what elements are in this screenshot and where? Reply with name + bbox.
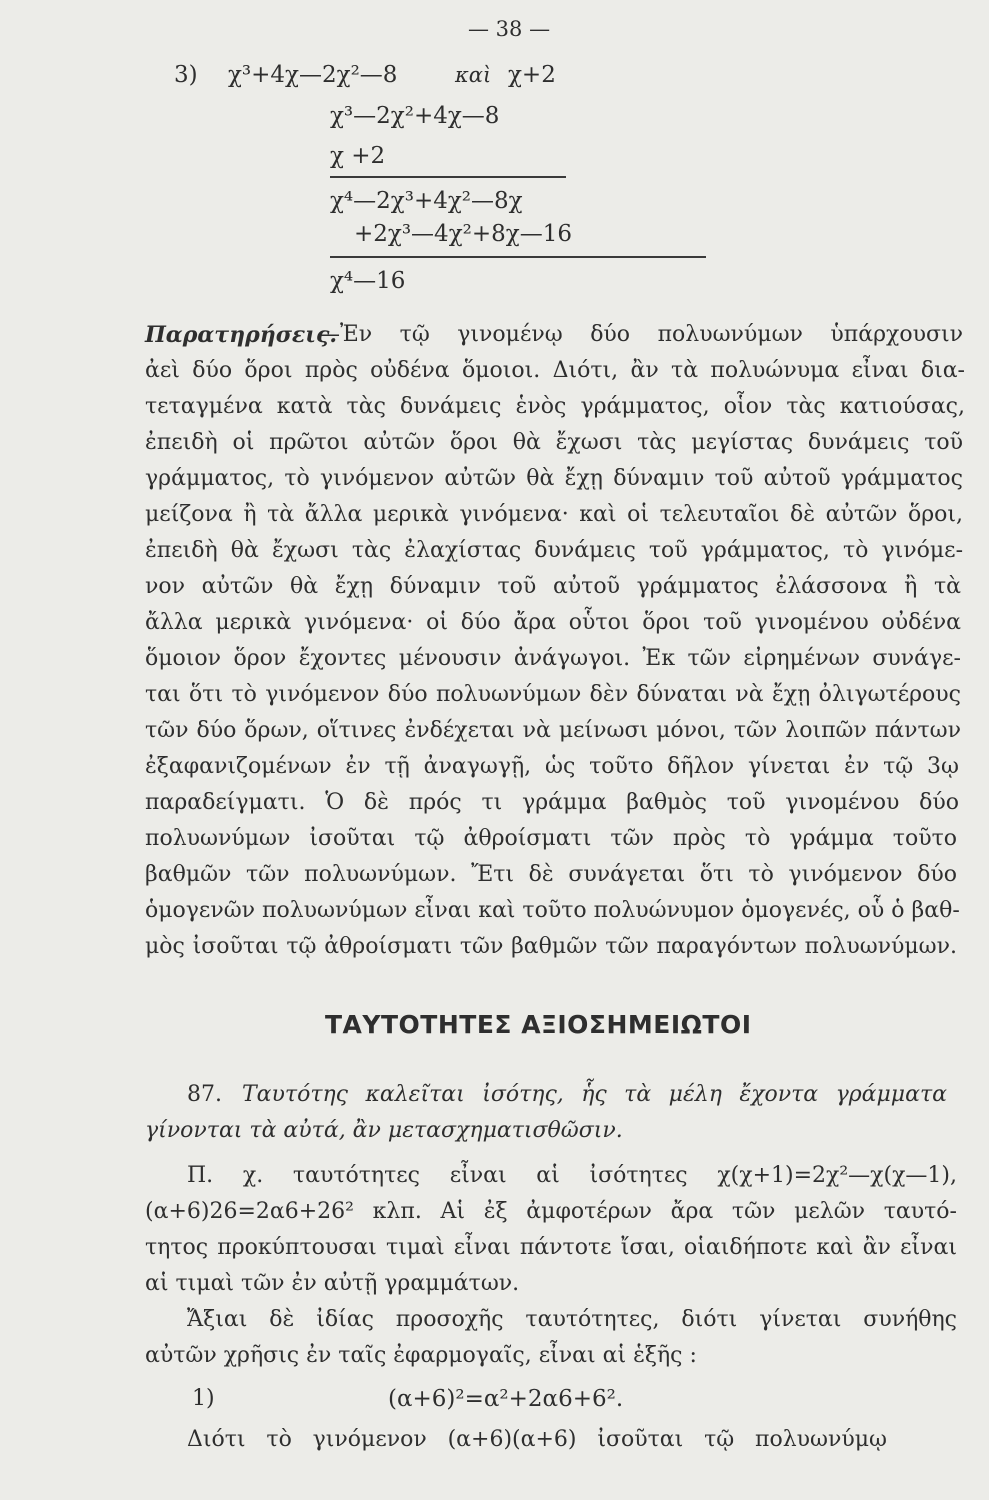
final-product: χ⁴—16 [330, 268, 406, 294]
observations-line: παραδείγματι. Ὁ δὲ πρός τι γράμμα βαθμὸς τοῦ γινομένου δύο [145, 790, 959, 815]
product-rule-2 [330, 256, 706, 258]
observations-line: μὸς ἰσοῦται τῷ ἀθροίσματι τῶν βαθμῶν τῶν παραγόντων πολυωνύμων. [145, 934, 957, 959]
attention-line: αὐτῶν χρῆσις ἐν ταῖς ἐφαρμογαῖς, εἶναι αἱ ἑξῆς : [145, 1343, 697, 1368]
observations-line: ἄλλα μερικὰ γινόμενα· οἱ δύο ἄρα οὗτοι ὅροι τοῦ γινομένου οὐδένα [145, 610, 961, 635]
product-rule-1 [330, 176, 566, 178]
observations-line: τεταγμένα κατὰ τὰς δυνάμεις ἑνὸς γράμματος, οἷον τὰς κατιούσας, [145, 394, 965, 419]
observations-line: τῶν δύο ὅρων, οἵτινες ἐνδέχεται νὰ μείνωσι μόνοι, τῶν λοιπῶν πάντων [145, 718, 961, 743]
ordered-multiplier: χ +2 [330, 143, 386, 169]
observations-title: Παρατηρήσεις. [145, 322, 337, 348]
observations-line: ἀεὶ δύο ὅροι πρὸς οὐδένα ὅμοιοι. Διότι, ἂν τὰ πολυώνυμα εἶναι δια- [145, 358, 965, 383]
examples-line: αἱ τιμαὶ τῶν ἐν αὐτῇ γραμμάτων. [145, 1271, 520, 1296]
example-multiplier-a: χ+2 [508, 62, 556, 88]
partial-product-1: χ⁴—2χ³+4χ²—8χ [330, 188, 523, 214]
observations-line: γράμματος, τὸ γινόμενον αὐτῶν θὰ ἔχῃ δύναμιν τοῦ αὐτοῦ γράμματος [145, 466, 963, 491]
example-label: 3) [174, 62, 198, 88]
attention-line: Ἄξιαι δὲ ἰδίας προσοχῆς ταυτότητες, διότι γίνεται συνήθης [187, 1307, 957, 1332]
partial-product-2: +2χ³—4χ²+8χ—16 [354, 221, 572, 247]
observations-line: —Ἐν τῷ γινομένῳ δύο πολυωνύμων ὑπάρχουσιν [318, 322, 963, 347]
observations-line: ἐπειδὴ θὰ ἔχωσι τὰς ἐλαχίστας δυνάμεις τοῦ γράμματος, τὸ γινόμε- [145, 538, 963, 563]
ordered-multiplicand: χ³—2χ²+4χ—8 [330, 103, 500, 129]
observations-line: ἐξαφανιζομένων ἐν τῇ ἀναγωγῇ, ὡς τοῦτο δῆλον γίνεται ἐν τῷ 3ῳ [145, 754, 959, 779]
observations-line: ἐπειδὴ οἱ πρῶτοι αὐτῶν ὅροι θὰ ἔχωσι τὰς μεγίστας δυνάμεις τοῦ [145, 430, 963, 455]
example-conjunction: καὶ [455, 63, 492, 87]
observations-line: νον αὐτῶν θὰ ἔχῃ δύναμιν τοῦ αὐτοῦ γράμματος ἐλάσσονα ἢ τὰ [145, 574, 961, 599]
examples-line: Π. χ. ταυτότητες εἶναι αἱ ἰσότητες χ(χ+1)=2χ²—χ(χ—1), [187, 1163, 957, 1188]
observations-line: πολυωνύμων ἰσοῦται τῷ ἀθροίσματι τῶν πρὸς τὸ γράμμα τοῦτο [145, 826, 957, 851]
final-line: Διότι τὸ γινόμενον (α+6)(α+6) ἰσοῦται τῷ πολυωνύμῳ [187, 1427, 887, 1452]
observations-line: ται ὅτι τὸ γινόμενον δύο πολυωνύμων δὲν δύναται νὰ ἔχῃ ὀλιγωτέρους [145, 682, 961, 707]
observations-line: βαθμῶν τῶν πολυωνύμων. Ἔτι δὲ συνάγεται ὅτι τὸ γινόμενον δύο [145, 862, 957, 887]
observations-line: ὁμογενῶν πολυωνύμων εἶναι καὶ τοῦτο πολυώνυμον ὁμογενές, οὗ ὁ βαθ- [145, 898, 960, 923]
page-number: — 38 — [468, 17, 551, 41]
examples-line: τητος προκύπτουσαι τιμαὶ εἶναι πάντοτε ἴσαι, οἱαιδήποτε καὶ ἂν εἶναι [145, 1235, 957, 1260]
section-heading: ΤΑΥΤΟΤΗΤΕΣ ΑΞΙΟΣΗΜΕΙΩΤΟΙ [325, 1010, 752, 1039]
definition-number: 87. [187, 1082, 222, 1107]
definition-line: Ταυτότης καλεῖται ἰσότης, ἧς τὰ μέλη ἔχοντα γράμματα [242, 1082, 947, 1107]
observations-line: μείζονα ἢ τὰ ἄλλα μερικὰ γινόμενα· καὶ οἱ τελευταῖοι δὲ αὐτῶν ὅροι, [145, 502, 963, 527]
examples-line: (α+6)26=2α6+26² κλπ. Αἱ ἐξ ἀμφοτέρων ἄρα τῶν μελῶν ταυτό- [145, 1199, 957, 1224]
example-multiplicand-a: χ³+4χ—2χ²—8 [228, 62, 398, 88]
identity-label: 1) [192, 1386, 215, 1411]
observations-line: ὅμοιον ὅρον ἔχοντες μένουσιν ἀνάγωγοι. Ἐκ τῶν εἰρημένων συνάγε- [145, 646, 961, 671]
identity-formula: (α+6)²=α²+2α6+6². [388, 1386, 624, 1412]
definition-line: γίνονται τὰ αὐτά, ἂν μετασχηματισθῶσιν. [145, 1118, 623, 1143]
